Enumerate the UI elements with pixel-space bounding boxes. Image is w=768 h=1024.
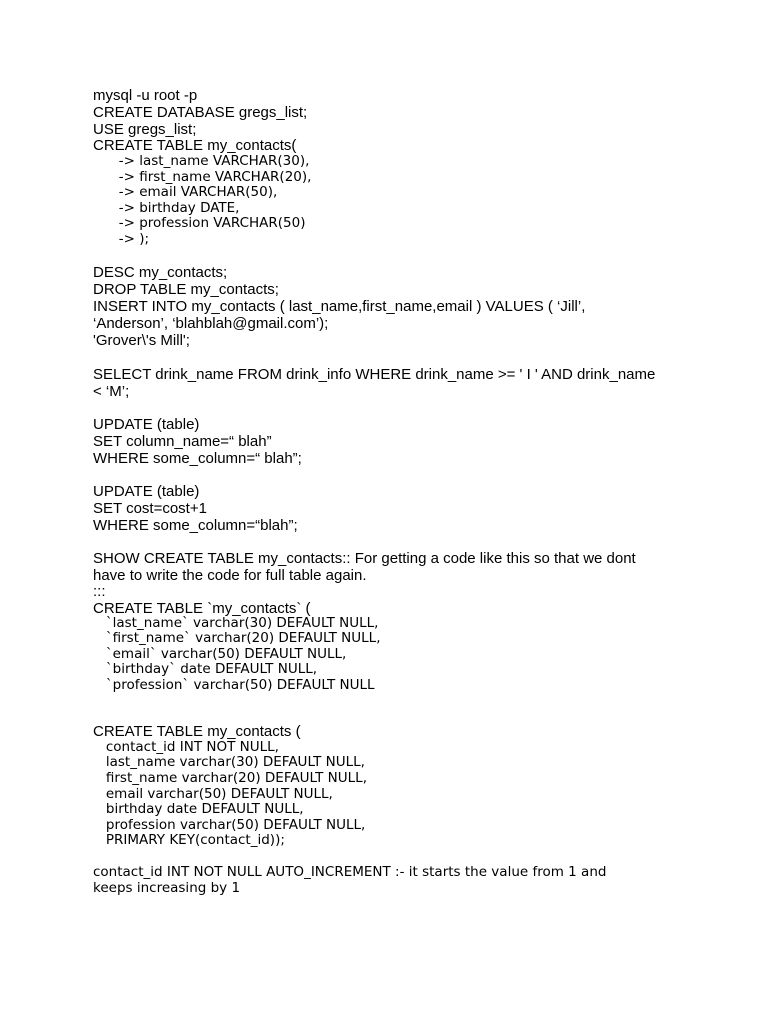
text-line: CREATE TABLE my_contacts ( [93, 723, 301, 740]
text-line: UPDATE (table) [93, 483, 200, 500]
text-line: WHERE some_column=“ blah”; [93, 450, 302, 467]
text-line: -> ); [93, 231, 150, 247]
text-line: `profession` varchar(50) DEFAULT NULL [93, 677, 375, 693]
text-line: CREATE DATABASE gregs_list; [93, 104, 308, 121]
text-line: email varchar(50) DEFAULT NULL, [93, 786, 333, 802]
text-line: CREATE TABLE `my_contacts` ( [93, 600, 311, 617]
text-line: -> email VARCHAR(50), [93, 184, 278, 200]
text-line: PRIMARY KEY(contact_id)); [93, 832, 285, 848]
text-line: `first_name` varchar(20) DEFAULT NULL, [93, 630, 381, 646]
text-line: SHOW CREATE TABLE my_contacts:: For getting a code like this so that we dont [93, 550, 636, 567]
text-line: contact_id INT NOT NULL, [93, 739, 279, 755]
text-line: contact_id INT NOT NULL AUTO_INCREMENT :- it starts the value from 1 and [93, 864, 607, 880]
text-line: UPDATE (table) [93, 416, 200, 433]
text-line: birthday date DEFAULT NULL, [93, 801, 304, 817]
text-line: -> birthday DATE, [93, 200, 240, 216]
text-line: last_name varchar(30) DEFAULT NULL, [93, 754, 365, 770]
text-line: CREATE TABLE my_contacts( [93, 137, 297, 154]
text-line: INSERT INTO my_contacts ( last_name,first_name,email ) VALUES ( ‘Jill’, [93, 298, 586, 315]
text-line: -> first_name VARCHAR(20), [93, 169, 312, 185]
text-line: USE gregs_list; [93, 121, 197, 138]
text-line: ‘Anderson’, ‘blahblah@gmail.com’); [93, 315, 329, 332]
text-line: keeps increasing by 1 [93, 880, 241, 896]
text-line: DROP TABLE my_contacts; [93, 281, 279, 298]
text-line: `last_name` varchar(30) DEFAULT NULL, [93, 615, 379, 631]
text-line: SET cost=cost+1 [93, 500, 207, 517]
text-line: WHERE some_column=“blah”; [93, 517, 298, 534]
text-line: profession varchar(50) DEFAULT NULL, [93, 817, 366, 833]
text-line: SELECT drink_name FROM drink_info WHERE drink_name >= ' I ' AND drink_name [93, 366, 656, 383]
text-line: -> last_name VARCHAR(30), [93, 153, 310, 169]
text-line: `birthday` date DEFAULT NULL, [93, 661, 318, 677]
text-line: ::: [93, 583, 106, 600]
text-line: < ‘M’; [93, 383, 130, 400]
text-line: have to write the code for full table again. [93, 567, 367, 584]
text-line: mysql -u root -p [93, 87, 198, 104]
text-line: SET column_name=“ blah” [93, 433, 272, 450]
text-line: first_name varchar(20) DEFAULT NULL, [93, 770, 367, 786]
text-line: `email` varchar(50) DEFAULT NULL, [93, 646, 347, 662]
text-line: -> profession VARCHAR(50) [93, 215, 306, 231]
text-line: 'Grover\'s Mill'; [93, 332, 190, 349]
text-line: DESC my_contacts; [93, 264, 228, 281]
